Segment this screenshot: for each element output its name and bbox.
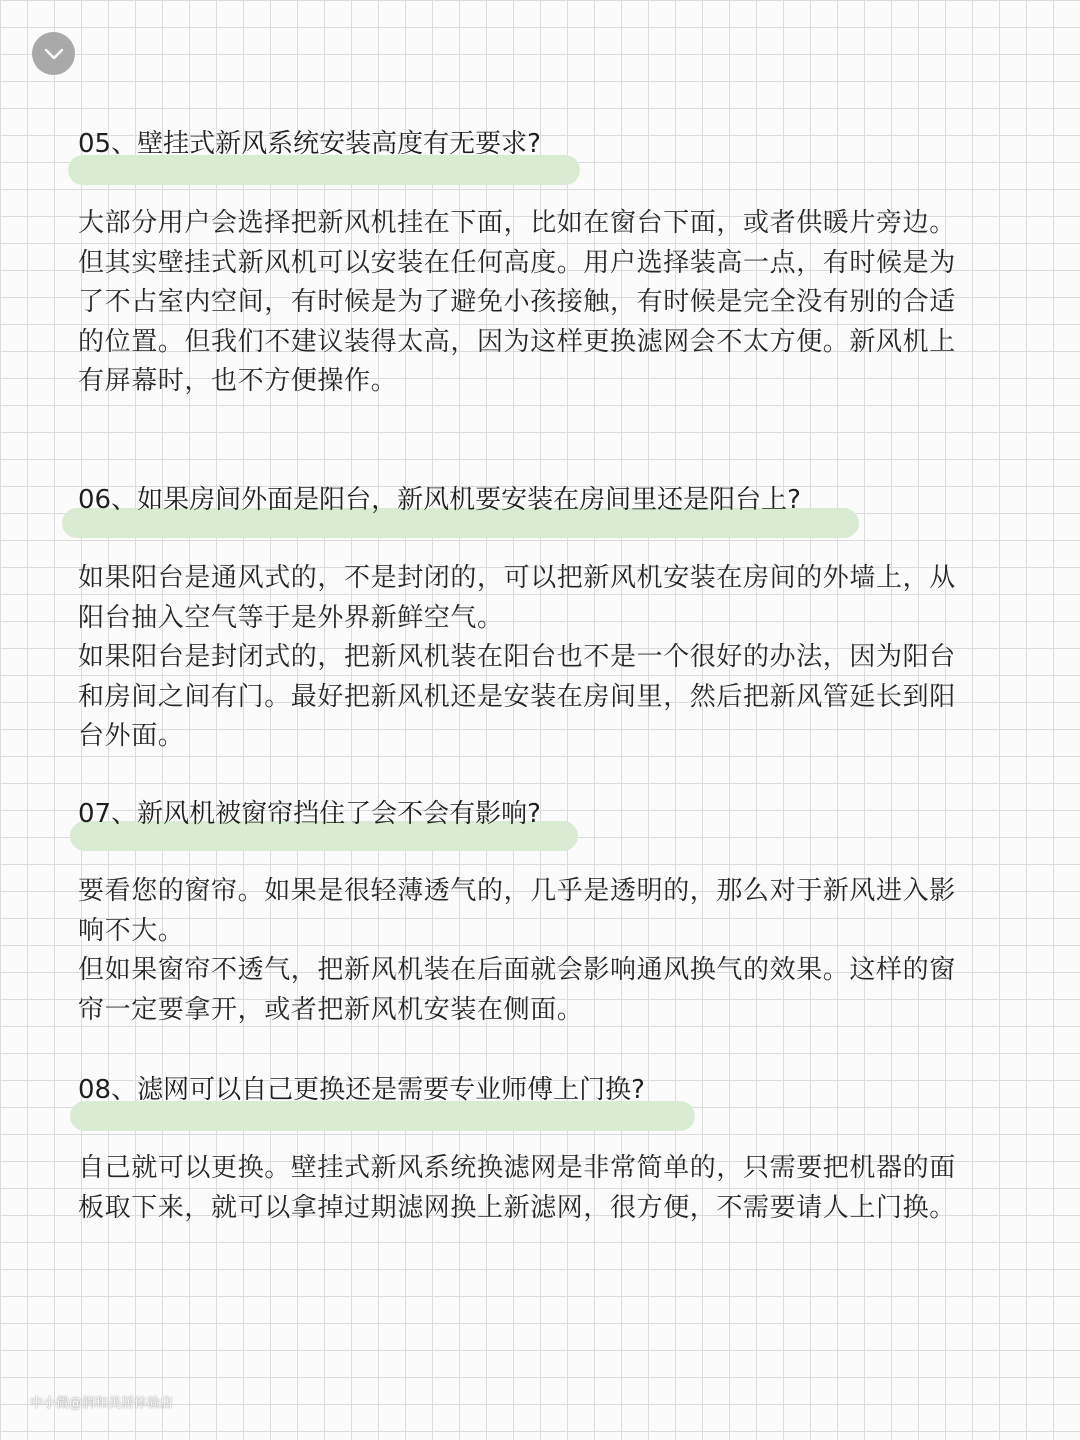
answer-paragraph: 如果阳台是通风式的，不是封闭的，可以把新风机安装在房间的外墙上，从阳台抽入空气等于是外界新鲜空气。 bbox=[78, 563, 956, 633]
collapse-button[interactable] bbox=[32, 32, 75, 75]
answer-text bbox=[78, 204, 958, 402]
answer-paragraph: 自己就可以更换。壁挂式新风系统换滤网是非常简单的，只需要把机器的面板取下来，就可以拿掉过期滤网换上新滤网，很方便，不需要请人上门换。 bbox=[78, 1153, 956, 1223]
answer-text bbox=[78, 872, 958, 1030]
answer-text bbox=[78, 559, 958, 757]
chevron-down-icon bbox=[43, 47, 65, 61]
answer-paragraph: 大部分用户会选择把新风机挂在下面，比如在窗台下面，或者供暖片旁边。 bbox=[78, 208, 956, 238]
answer-text bbox=[78, 1149, 958, 1228]
question-title: 07、新风机被窗帘挡住了会不会有影响? bbox=[78, 799, 541, 829]
answer-paragraph: 要看您的窗帘。如果是很轻薄透气的，几乎是透明的，那么对于新风进入影响不大。 bbox=[78, 876, 956, 946]
answer-paragraph: 但其实壁挂式新风机可以安装在任何高度。用户选择装高一点，有时候是为了不占室内空间，有时候是为了避免小孩接触，有时候是完全没有别的合适的位置。但我们不建议装得太高，因为这样更换滤网会不太方便。新风机上有屏幕时，也不方便操作。 bbox=[78, 247, 956, 396]
answer-paragraph: 如果阳台是封闭式的，把新风机装在阳台也不是一个很好的办法，因为阳台和房间之间有门。最好把新风机还是安装在房间里，然后把新风管延长到阳台外面。 bbox=[78, 642, 956, 751]
answer-paragraph: 但如果窗帘不透气，把新风机装在后面就会影响通风换气的效果。这样的窗帘一定要拿开，或者把新风机安装在侧面。 bbox=[78, 955, 956, 1025]
question-title: 06、如果房间外面是阳台，新风机要安装在房间里还是阳台上? bbox=[78, 485, 801, 515]
question-title: 08、滤网可以自己更换还是需要专业师傅上门换? bbox=[78, 1075, 645, 1105]
watermark: 中小微@润和美居体验店 bbox=[30, 1396, 174, 1411]
question-title: 05、壁挂式新风系统安装高度有无要求? bbox=[78, 129, 541, 159]
